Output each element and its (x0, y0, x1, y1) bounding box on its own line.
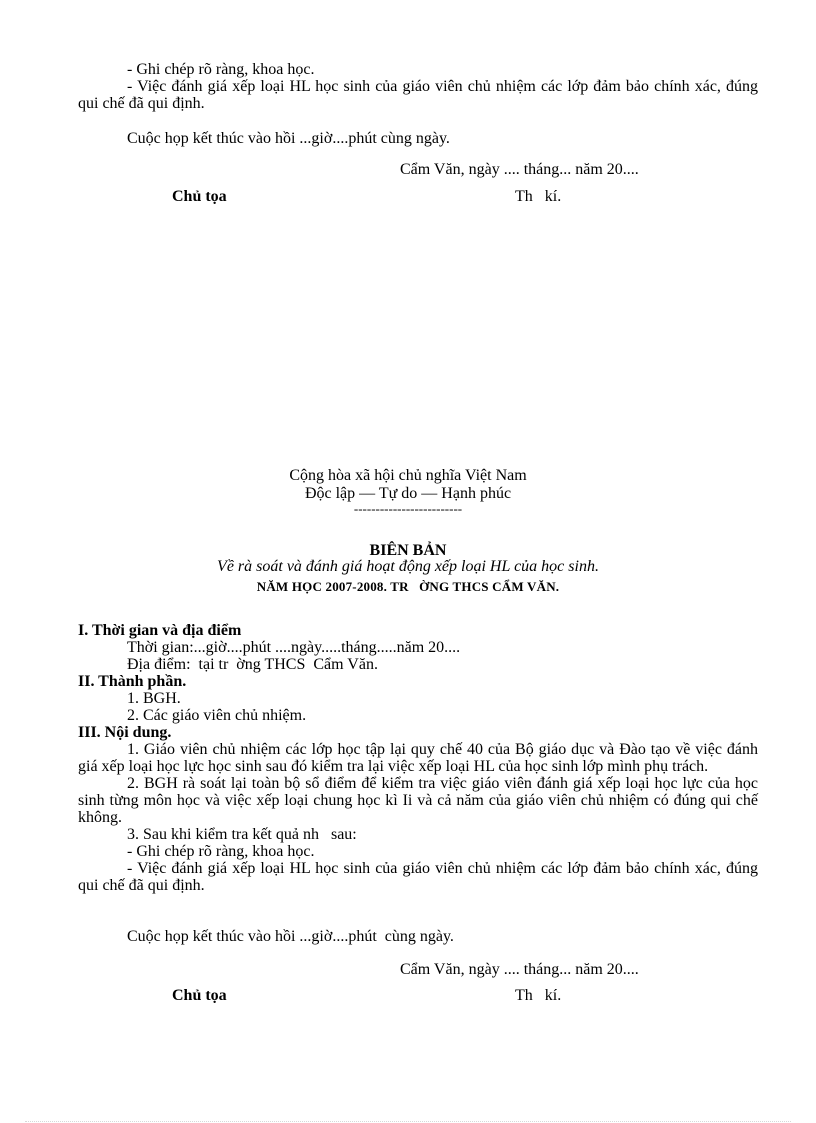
top-continuation (78, 61, 758, 112)
note-item: - Ghi chép rõ ràng, khoa học. (127, 61, 315, 78)
page-edge-rule (25, 1121, 791, 1122)
participant-2: 2. Các giáo viên chủ nhiệm. (127, 707, 307, 724)
evaluation-item: - Việc đánh giá xếp loại HL học sinh của giáo viên chủ nhiệm các lớp đảm bảo chính xác, đúng qui chế đã qui định. (78, 78, 758, 112)
national-motto: Độc lập — Tự do — Hạnh phúc (304, 485, 512, 502)
content-item-1: 1. Giáo viên chủ nhiệm các lớp học tập lại quy chế 40 của Bộ giáo dục và Đào tạo về việc đánh giá xếp loại học lực học sinh sau đó kiểm tra lại việc xếp loại HL của học sinh lớp mình phụ trách. (78, 741, 758, 775)
date-line: Cẩm Văn, ngày .... tháng... năm 20.... (400, 161, 639, 178)
chair-label: Chủ tọa (172, 987, 227, 1004)
evaluation-item: - Việc đánh giá xếp loại HL học sinh của giáo viên chủ nhiệm các lớp đảm bảo chính xác, đúng qui chế đã qui định. (78, 860, 758, 894)
document-subtitle: Về rà soát và đánh giá hoạt động xếp loại HL của học sinh. (217, 558, 599, 575)
meeting-place: Địa điểm: tại tr ờng THCS Cẩm Văn. (127, 656, 378, 673)
section2-heading: II. Thành phần. (78, 673, 187, 690)
section1-heading: I. Thời gian và địa điểm (78, 622, 242, 639)
report-body (78, 622, 758, 894)
meeting-time: Thời gian:...giờ....phút ....ngày.....tháng.....năm 20.... (127, 639, 461, 656)
content-item-3: 3. Sau khi kiểm tra kết quả nh sau: (127, 826, 357, 843)
closing-text: Cuộc họp kết thúc vào hồi ...giờ....phút cùng ngày. (127, 130, 450, 147)
participant-1: 1. BGH. (127, 690, 181, 707)
date-line: Cẩm Văn, ngày .... tháng... năm 20.... (400, 961, 639, 978)
chair-label: Chủ tọa (172, 188, 227, 205)
school-year-line: NĂM HỌC 2007-2008. TR ỜNG THCS CẨM VĂN. (256, 579, 560, 594)
secretary-label: Th kí. (515, 987, 562, 1004)
country-name: Cộng hòa xã hội chủ nghĩa Việt Nam (289, 467, 527, 484)
document-title: BIÊN BẢN (369, 542, 447, 559)
note-item: - Ghi chép rõ ràng, khoa học. (127, 843, 315, 860)
section3-heading: III. Nội dung. (78, 724, 172, 741)
closing-line (78, 130, 758, 147)
content-item-2: 2. BGH rà soát lại toàn bộ sổ điểm để kiểm tra việc giáo viên đánh giá xếp loại học lực của học sinh từng môn học và việc xếp loại chung học kì Ii và cả năm của giáo viên chủ nhiệm có đúng qui chế không. (78, 775, 758, 826)
header-rule: ------------------------- (353, 501, 463, 516)
secretary-label: Th kí. (515, 188, 562, 205)
closing-text: Cuộc họp kết thúc vào hồi ...giờ....phút cùng ngày. (127, 928, 454, 945)
closing-line (78, 928, 758, 945)
